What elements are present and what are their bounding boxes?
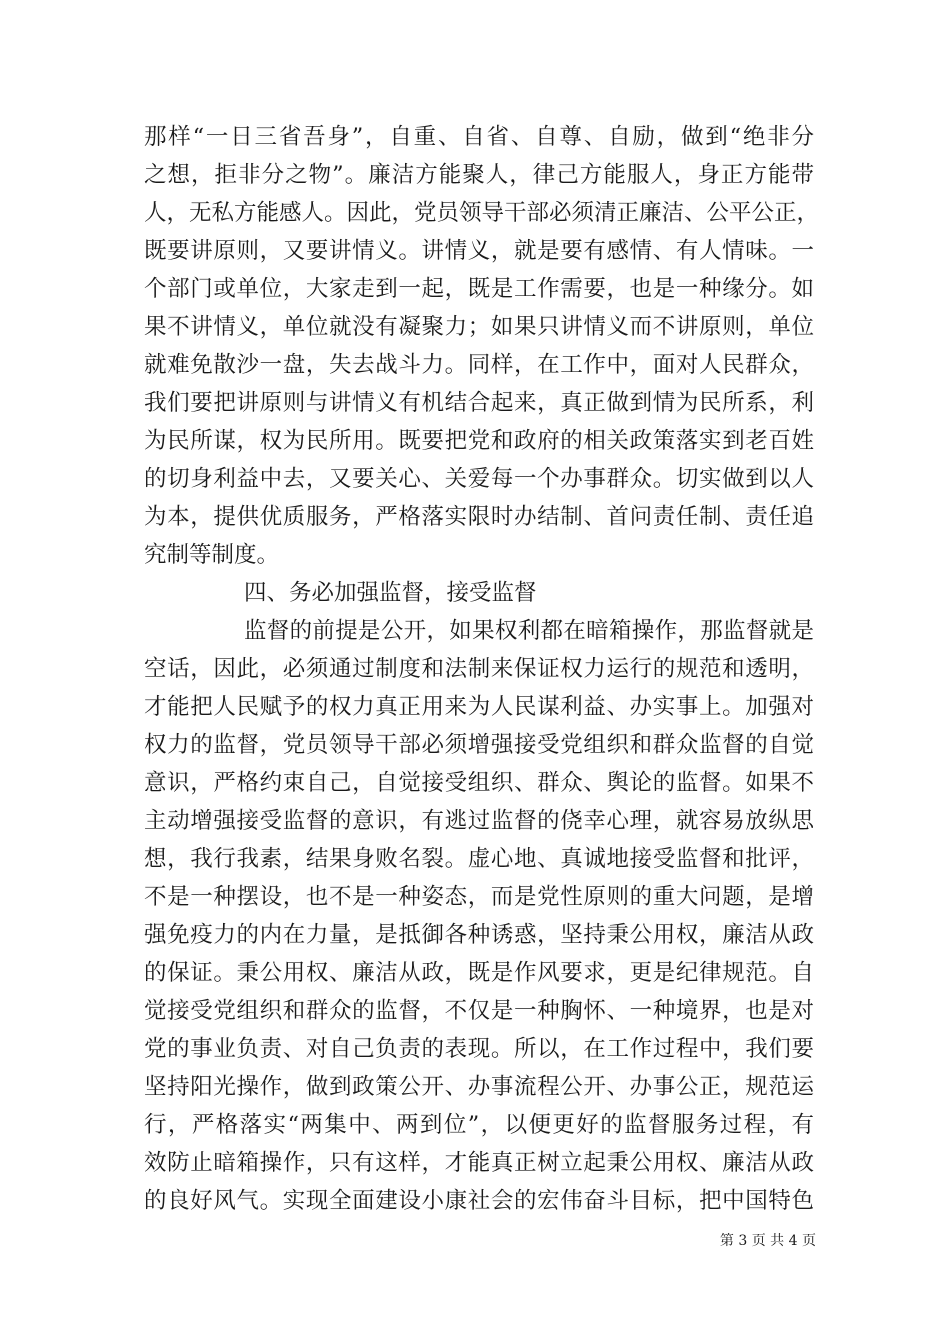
text-line: 究制等制度。 xyxy=(144,542,280,568)
text-line: 个部门或单位，大家走到一起，既是工作需要，也是一种缘分。如 xyxy=(144,276,814,302)
text-line: 那样“一日三省吾身”，自重、自省、自尊、自励，做到“绝非分 xyxy=(144,124,814,150)
text-line: 果不讲情义，单位就没有凝聚力；如果只讲情义而不讲原则，单位 xyxy=(144,314,814,340)
text-line: 觉接受党组织和群众的监督，不仅是一种胸怀、一种境界，也是对 xyxy=(144,998,814,1024)
text-line: 不是一种摆设，也不是一种姿态，而是党性原则的重大问题，是增 xyxy=(144,884,814,910)
text-line: 强免疫力的内在力量，是抵御各种诱惑，坚持秉公用权，廉洁从政 xyxy=(144,922,814,948)
text-line: 效防止暗箱操作，只有这样，才能真正树立起秉公用权、廉洁从政 xyxy=(144,1150,814,1176)
text-line: 想，我行我素，结果身败名裂。虚心地、真诚地接受监督和批评， xyxy=(144,846,814,872)
text-line: 的良好风气。实现全面建设小康社会的宏伟奋斗目标，把中国特色 xyxy=(144,1188,814,1214)
text-line: 就难免散沙一盘，失去战斗力。同样，在工作中，面对人民群众， xyxy=(144,352,814,378)
text-line: 的切身利益中去，又要关心、关爱每一个办事群众。切实做到以人 xyxy=(144,466,814,492)
section-heading: 四、务必加强监督，接受监督 xyxy=(244,580,537,606)
text-line: 行，严格落实“两集中、两到位”，以便更好的监督服务过程，有 xyxy=(144,1112,814,1138)
text-line: 空话，因此，必须通过制度和法制来保证权力运行的规范和透明， xyxy=(144,656,814,682)
text-line: 主动增强接受监督的意识，有逃过监督的侥幸心理，就容易放纵思 xyxy=(144,808,814,834)
page-number-footer: 第 3 页 共 4 页 xyxy=(719,1233,816,1249)
text-line: 党的事业负责、对自己负责的表现。所以，在工作过程中，我们要 xyxy=(144,1036,814,1062)
text-line: 权力的监督，党员领导干部必须增强接受党组织和群众监督的自觉 xyxy=(144,732,814,758)
text-line: 为本，提供优质服务，严格落实限时办结制、首问责任制、责任追 xyxy=(144,504,814,530)
text-line: 之想，拒非分之物”。廉洁方能聚人，律己方能服人，身正方能带 xyxy=(144,162,814,188)
text-line: 人，无私方能感人。因此，党员领导干部必须清正廉洁、公平公正， xyxy=(144,200,820,226)
text-line: 坚持阳光操作，做到政策公开、办事流程公开、办事公正，规范运 xyxy=(144,1074,814,1100)
text-line: 的保证。秉公用权、廉洁从政，既是作风要求，更是纪律规范。自 xyxy=(144,960,814,986)
text-line: 既要讲原则，又要讲情义。讲情义，就是要有感情、有人情味。一 xyxy=(144,238,814,264)
text-line: 为民所谋，权为民所用。既要把党和政府的相关政策落实到老百姓 xyxy=(144,428,814,454)
text-line: 意识，严格约束自己，自觉接受组织、群众、舆论的监督。如果不 xyxy=(144,770,814,796)
text-line: 才能把人民赋予的权力真正用来为人民谋利益、办实事上。加强对 xyxy=(144,694,814,720)
text-line: 我们要把讲原则与讲情义有机结合起来，真正做到情为民所系，利 xyxy=(144,390,814,416)
paragraph-first-line: 监督的前提是公开，如果权利都在暗箱操作，那监督就是 xyxy=(244,618,814,644)
